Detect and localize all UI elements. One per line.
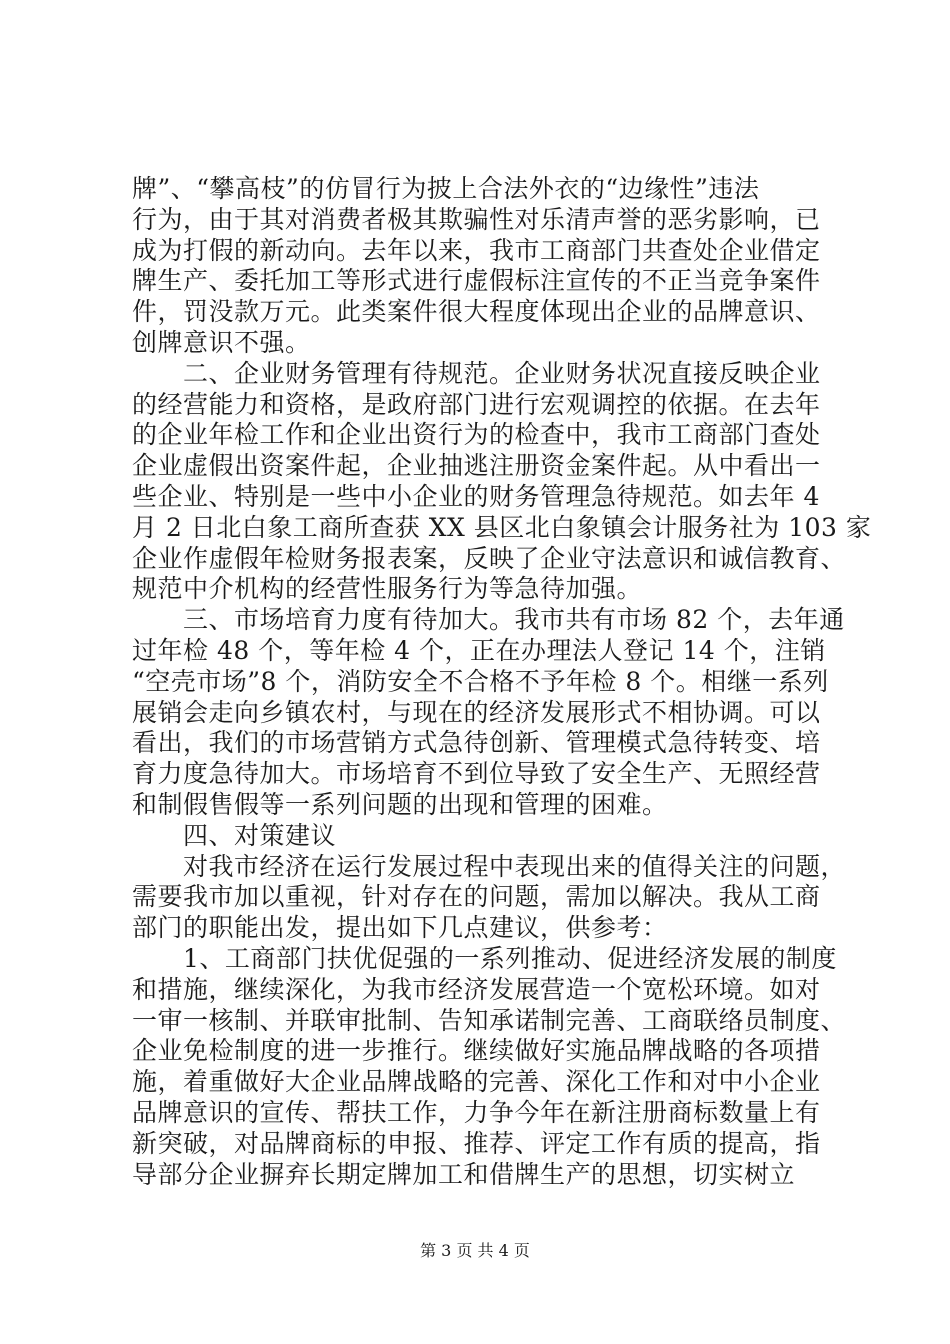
text-line: 展销会走向乡镇农村，与现在的经济发展形式不相协调。可以 bbox=[132, 697, 821, 727]
text-line: 牌”、“攀高枝”的仿冒行为披上合法外衣的“边缘性”违法 bbox=[132, 174, 760, 203]
text-line: 育力度急待加大。市场培育不到位导致了安全生产、无照经营 bbox=[132, 759, 821, 789]
text-line: 需要我市加以重视，针对存在的问题，需加以解决。我从工商 bbox=[132, 882, 821, 912]
text-line: 部门的职能出发，提出如下几点建议，供参考： bbox=[132, 913, 668, 943]
text-line: 二、企业财务管理有待规范。企业财务状况直接反映企业 bbox=[132, 358, 821, 388]
text-line: 过年检 48 个，等年检 4 个，正在办理法人登记 14 个，注销 bbox=[132, 635, 826, 665]
text-line: 三、市场培育力度有待加大。我市共有市场 82 个，去年通 bbox=[132, 605, 845, 635]
text-line: 牌生产、委托加工等形式进行虚假标注宣传的不正当竞争案件 bbox=[132, 266, 821, 296]
text-line: 创牌意识不强。 bbox=[132, 327, 311, 357]
text-line: 一审一核制、并联审批制、告知承诺制完善、工商联络员制度、 bbox=[132, 1005, 847, 1035]
text-line: “空壳市场”8 个，消防安全不合格不予年检 8 个。相继一系列 bbox=[132, 666, 829, 696]
body-text bbox=[132, 174, 872, 1190]
text-line: 导部分企业摒弃长期定牌加工和借牌生产的思想，切实树立 bbox=[132, 1159, 796, 1189]
text-line: 的经营能力和资格，是政府部门进行宏观调控的依据。在去年 bbox=[132, 389, 821, 419]
text-line: 新突破，对品牌商标的申报、推荐、评定工作有质的提高，指 bbox=[132, 1128, 821, 1158]
text-line: 企业作虚假年检财务报表案，反映了企业守法意识和诚信教育、 bbox=[132, 543, 847, 573]
text-line: 规范中介机构的经营性服务行为等急待加强。 bbox=[132, 574, 643, 604]
text-line: 些企业、特别是一些中小企业的财务管理急待规范。如去年 4 bbox=[132, 481, 820, 511]
text-line: 看出，我们的市场营销方式急待创新、管理模式急待转变、培 bbox=[132, 728, 821, 758]
text-line: 和措施，继续深化，为我市经济发展营造一个宽松环境。如对 bbox=[132, 974, 821, 1004]
text-line: 企业虚假出资案件起，企业抽逃注册资金案件起。从中看出一 bbox=[132, 451, 821, 481]
text-line: 成为打假的新动向。去年以来，我市工商部门共查处企业借定 bbox=[132, 235, 821, 265]
text-line: 和制假售假等一系列问题的出现和管理的困难。 bbox=[132, 789, 668, 819]
text-line: 品牌意识的宣传、帮扶工作，力争今年在新注册商标数量上有 bbox=[132, 1097, 821, 1127]
text-line: 四、对策建议 bbox=[132, 820, 337, 850]
text-line: 1、工商部门扶优促强的一系列推动、促进经济发展的制度 bbox=[132, 943, 837, 973]
text-line: 的企业年检工作和企业出资行为的检查中，我市工商部门查处 bbox=[132, 420, 821, 450]
text-line: 施，着重做好大企业品牌战略的完善、深化工作和对中小企业 bbox=[132, 1067, 821, 1097]
text-line: 月 2 日北白象工商所查获 XX 县区北白象镇会计服务社为 103 家 bbox=[132, 512, 872, 542]
text-line: 对我市经济在运行发展过程中表现出来的值得关注的问题， bbox=[132, 851, 847, 881]
text-line: 企业免检制度的进一步推行。继续做好实施品牌战略的各项措 bbox=[132, 1036, 821, 1066]
text-line: 件，罚没款万元。此类案件很大程度体现出企业的品牌意识、 bbox=[132, 297, 821, 327]
text-line: 行为，由于其对消费者极其欺骗性对乐清声誉的恶劣影响，已 bbox=[132, 204, 821, 234]
page-number-footer: 第 3 页 共 4 页 bbox=[420, 1241, 530, 1260]
